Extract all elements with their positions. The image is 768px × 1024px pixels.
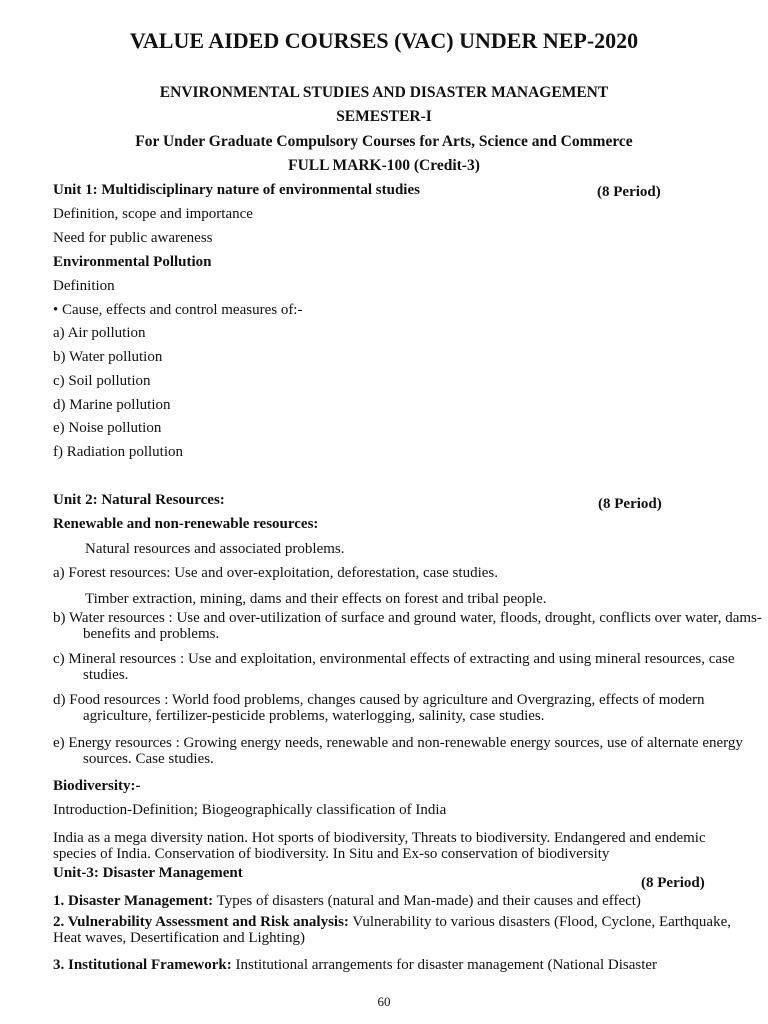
biodiversity-intro: Introduction-Definition; Biogeographically classification of India — [53, 802, 447, 818]
unit3-item — [53, 956, 657, 974]
pollution-item: b) Water pollution — [53, 349, 163, 365]
pollution-item: • Cause, effects and control measures of:- — [53, 302, 303, 318]
mineral-resources: c) Mineral resources : Use and exploitation, environmental effects of extracting and using mineral resources, case studies. — [53, 651, 735, 683]
forest-resources: a) Forest resources: Use and over-exploitation, deforestation, case studies. — [53, 565, 498, 581]
document-title: VALUE AIDED COURSES (VAC) UNDER NEP-2020 — [129, 28, 639, 53]
unit2-heading: Unit 2: Natural Resources: — [53, 492, 225, 508]
audience-line: For Under Graduate Compulsory Courses for Arts, Science and Commerce — [135, 133, 633, 150]
semester-label: SEMESTER-I — [336, 108, 432, 125]
page-number: 60 — [377, 994, 391, 1009]
pollution-item: c) Soil pollution — [53, 373, 151, 389]
unit1-heading: Unit 1: Multidisciplinary nature of environmental studies — [53, 182, 420, 198]
unit3-item — [53, 892, 641, 910]
course-title: ENVIRONMENTAL STUDIES AND DISASTER MANAGEMENT — [159, 84, 609, 101]
unit3-period: (8 Period) — [641, 875, 705, 891]
unit3-heading: Unit-3: Disaster Management — [53, 865, 243, 881]
pollution-item: Definition — [53, 278, 115, 294]
pollution-item: d) Marine pollution — [53, 397, 171, 413]
unit3-item-label: 2. Vulnerability Assessment and Risk analysis: — [53, 914, 349, 930]
biodiversity-text: India as a mega diversity nation. Hot sports of biodiversity, Threats to biodiversity. Endangered and endemic species of India. Conservation of biodiversity. In Situ and Ex-so conservation of biodiversity — [53, 830, 706, 862]
unit1-period: (8 Period) — [597, 184, 661, 200]
unit3-item-text: Types of disasters (natural and Man-made) and their causes and effect) — [213, 893, 641, 909]
pollution-heading: Environmental Pollution — [53, 254, 212, 270]
biodiversity-heading: Biodiversity:- — [53, 778, 141, 794]
unit3-item-label: 3. Institutional Framework: — [53, 957, 232, 973]
energy-resources: e) Energy resources : Growing energy needs, renewable and non-renewable energy sources, use of alternate energy sources. Case studies. — [53, 735, 743, 767]
full-mark-line: FULL MARK-100 (Credit-3) — [288, 157, 480, 174]
unit1-line: Need for public awareness — [53, 230, 213, 246]
timber-extraction: Timber extraction, mining, dams and their effects on forest and tribal people. — [85, 591, 547, 607]
unit1-line: Definition, scope and importance — [53, 206, 253, 222]
unit2-period: (8 Period) — [598, 496, 662, 512]
pollution-item: a) Air pollution — [53, 325, 146, 341]
resources-intro: Natural resources and associated problems. — [85, 541, 345, 557]
unit3-item-text: Institutional arrangements for disaster management (National Disaster — [231, 957, 658, 973]
pollution-item: e) Noise pollution — [53, 420, 162, 436]
resources-heading: Renewable and non-renewable resources: — [53, 516, 319, 532]
unit3-item-label: 1. Disaster Management: — [53, 893, 214, 909]
unit3-item-text: Vulnerability to various disasters (Flood, Cyclone, Earthquake, Heat waves, Desertification and Lighting) — [53, 914, 731, 946]
food-resources: d) Food resources : World food problems, changes caused by agriculture and Overgrazing, effects of modern agriculture, fertilizer-pesticide problems, waterlogging, salinity, case studies. — [53, 692, 705, 724]
water-resources: b) Water resources : Use and over-utilization of surface and ground water, floods, drought, conflicts over water, dams-benefits and problems. — [53, 610, 762, 642]
unit3-item — [53, 914, 733, 946]
pollution-item: f) Radiation pollution — [53, 444, 183, 460]
